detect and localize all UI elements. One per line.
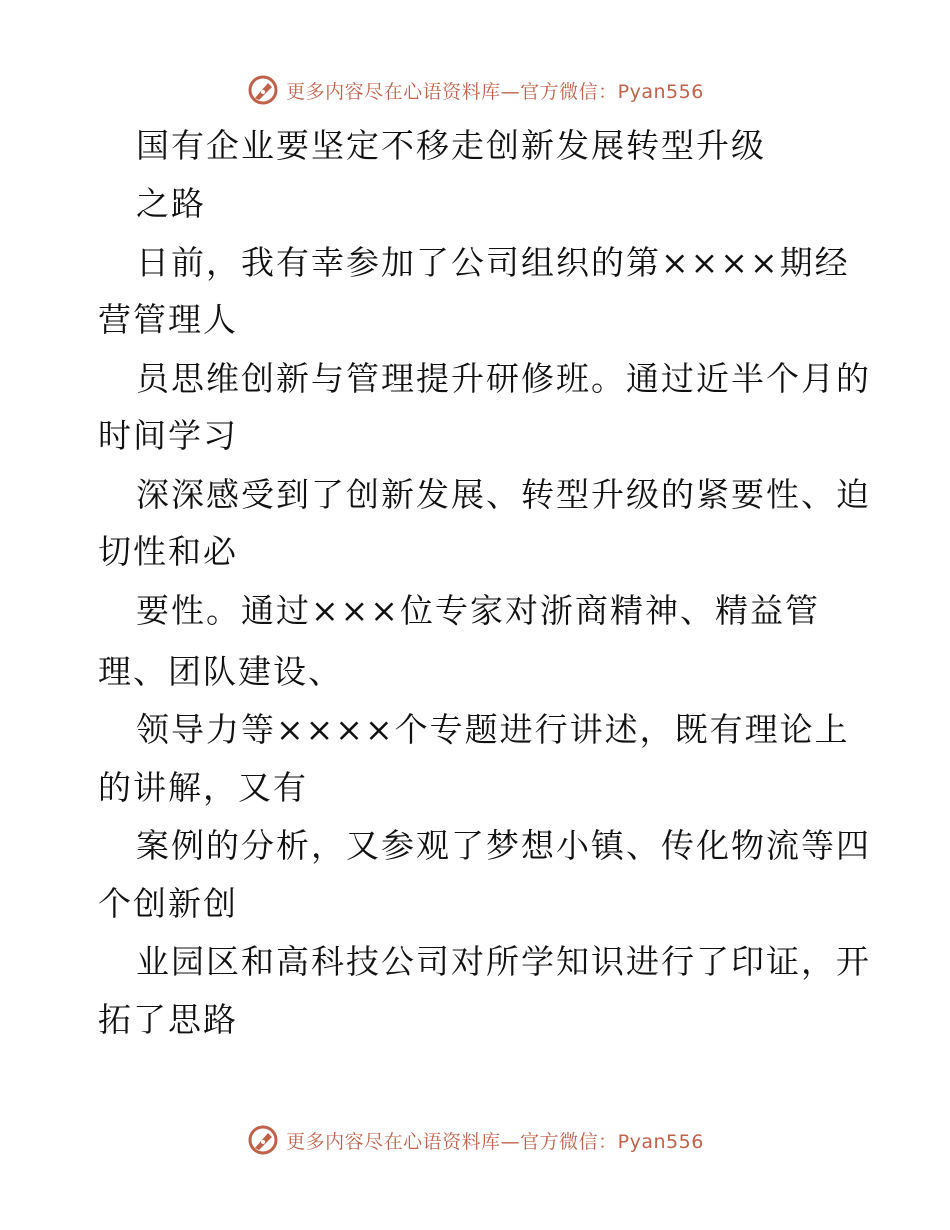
pen-nib-logo-icon	[246, 1123, 280, 1157]
paragraph-line: 日前，我有幸参加了公司组织的第××××期经	[136, 243, 850, 282]
watermark-text: 更多内容尽在心语资料库—官方微信：Pyan556	[286, 1130, 704, 1153]
paragraph-line: 员思维创新与管理提升研修班。通过近半个月的	[136, 359, 871, 398]
watermark-footer	[0, 1122, 950, 1158]
paragraph-line: 拓了思路	[98, 1000, 238, 1039]
paragraph-line: 领导力等××××个专题进行讲述，既有理论上	[136, 710, 850, 749]
paragraph-line: 时间学习	[98, 416, 238, 455]
paragraph-line: 要性。通过×××位专家对浙商精神、精益管	[136, 591, 820, 630]
document-title-line-2: 之路	[136, 184, 206, 223]
watermark-header	[0, 72, 950, 108]
paragraph-line: 的讲解，又有	[98, 768, 308, 807]
paragraph-line: 案例的分析，又参观了梦想小镇、传化物流等四	[136, 826, 871, 865]
document-title-line-1: 国有企业要坚定不移走创新发展转型升级	[136, 126, 766, 165]
paragraph-line: 深深感受到了创新发展、转型升级的紧要性、迫	[136, 475, 871, 514]
watermark-text: 更多内容尽在心语资料库—官方微信：Pyan556	[286, 80, 704, 103]
paragraph-line: 理、团队建设、	[98, 652, 343, 691]
paragraph-line: 个创新创	[98, 884, 238, 923]
paragraph-line: 业园区和高科技公司对所学知识进行了印证，开	[136, 942, 871, 981]
paragraph-line: 营管理人	[98, 300, 238, 339]
paragraph-line: 切性和必	[98, 532, 238, 571]
pen-nib-logo-icon	[246, 73, 280, 107]
